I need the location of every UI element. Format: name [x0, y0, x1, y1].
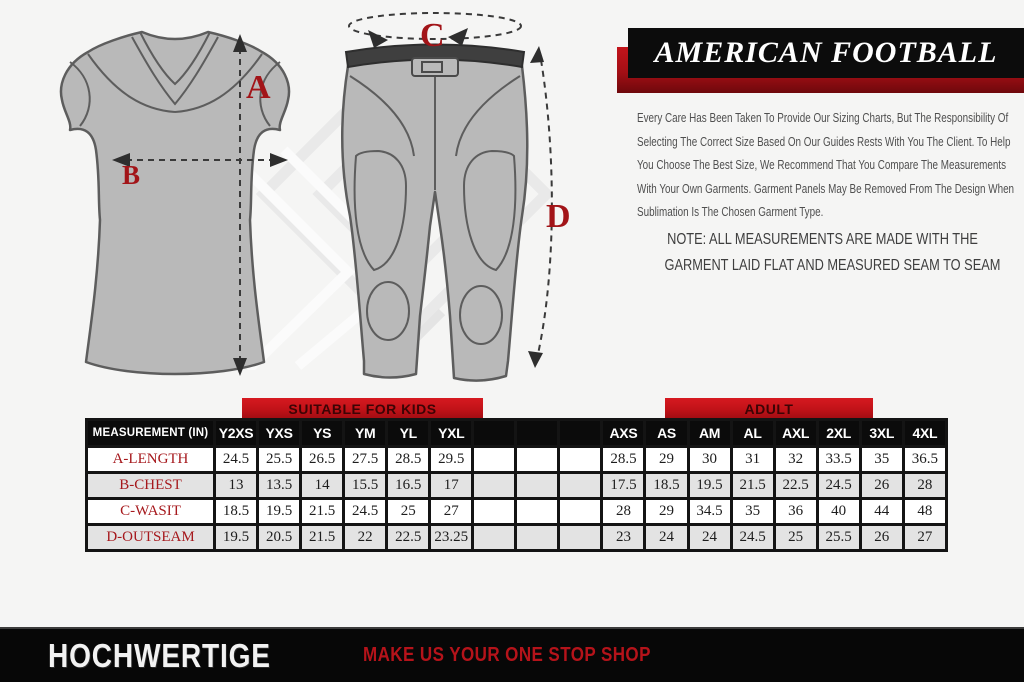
size-value-cell: 44: [860, 499, 903, 525]
size-value-cell: 32: [774, 447, 817, 473]
left-knee-pad: [367, 282, 409, 340]
size-column-header: AS: [645, 420, 688, 447]
empty-column-header: [559, 420, 602, 447]
size-column-header: 2XL: [817, 420, 860, 447]
size-value-cell: 18.5: [215, 499, 258, 525]
table-row: [87, 525, 947, 551]
size-value-cell: 29: [645, 447, 688, 473]
intro-line: Selecting The Correct Size Based On Our Guides Rests With You The Client. To Help: [637, 133, 1011, 149]
empty-cell: [473, 447, 516, 473]
size-column-header: AL: [731, 420, 774, 447]
right-knee-pad: [460, 286, 502, 344]
empty-column-header: [473, 420, 516, 447]
size-table-body: [87, 447, 947, 551]
outseam-arrow-bottom: [528, 351, 543, 368]
size-value-cell: 19.5: [215, 525, 258, 551]
chest-arrow-right: [270, 153, 288, 167]
note-line: GARMENT LAID FLAT AND MEASURED SEAM TO SEAM: [664, 257, 1001, 274]
empty-cell: [473, 525, 516, 551]
empty-cell: [559, 499, 602, 525]
size-value-cell: 24.5: [344, 499, 387, 525]
row-label: D-OUTSEAM: [87, 525, 215, 551]
intro-paragraph: [637, 106, 1017, 224]
size-value-cell: 28.5: [602, 447, 645, 473]
intro-line: You Choose The Best Size, We Recommend That You Compare The Measurements: [637, 157, 1007, 172]
size-value-cell: 23: [602, 525, 645, 551]
row-label: A-LENGTH: [87, 447, 215, 473]
size-value-cell: 22: [344, 525, 387, 551]
empty-column-header: [516, 420, 559, 447]
kids-banner: SUITABLE FOR KIDS: [242, 398, 483, 419]
size-value-cell: 28: [602, 499, 645, 525]
footer-tagline: MAKE US YOUR ONE STOP SHOP: [363, 644, 651, 666]
size-column-header: AM: [688, 420, 731, 447]
empty-cell: [516, 447, 559, 473]
intro-line: With Your Own Garments. Garment Panels May Be Removed From The Design When: [637, 180, 1015, 196]
size-value-cell: 27.5: [344, 447, 387, 473]
size-value-cell: 18.5: [645, 473, 688, 499]
measurement-note: [625, 227, 1020, 279]
size-value-cell: 34.5: [688, 499, 731, 525]
size-value-cell: 19.5: [688, 473, 731, 499]
size-value-cell: 28: [903, 473, 946, 499]
waist-arrow-right: [448, 28, 468, 46]
size-value-cell: 30: [688, 447, 731, 473]
adult-banner: ADULT: [665, 398, 873, 419]
size-table-section: [85, 398, 955, 545]
table-row: [87, 473, 947, 499]
size-value-cell: 24: [645, 525, 688, 551]
label-chest: B: [122, 160, 141, 190]
size-value-cell: 36.5: [903, 447, 946, 473]
label-length: A: [246, 69, 271, 106]
size-value-cell: 16.5: [387, 473, 430, 499]
empty-cell: [473, 473, 516, 499]
size-column-header: YL: [387, 420, 430, 447]
row-label: C-WASIT: [87, 499, 215, 525]
empty-cell: [559, 525, 602, 551]
size-value-cell: 33.5: [817, 447, 860, 473]
size-column-header: YXS: [258, 420, 301, 447]
empty-cell: [559, 473, 602, 499]
size-table: [85, 418, 948, 552]
brand-logo: HOCHWERTIGE: [48, 637, 271, 674]
corner-header: MEASUREMENT (IN): [87, 420, 215, 447]
size-value-cell: 27: [430, 499, 473, 525]
intro-line: Every Care Has Been Taken To Provide Our Sizing Charts, But The Responsibility Of: [637, 110, 1009, 125]
note-line: NOTE: ALL MEASUREMENTS ARE MADE WITH THE: [667, 231, 978, 248]
size-value-cell: 25.5: [817, 525, 860, 551]
size-value-cell: 22.5: [774, 473, 817, 499]
size-value-cell: 13.5: [258, 473, 301, 499]
size-column-header: 3XL: [860, 420, 903, 447]
size-value-cell: 21.5: [301, 525, 344, 551]
size-value-cell: 19.5: [258, 499, 301, 525]
empty-cell: [473, 499, 516, 525]
size-value-cell: 14: [301, 473, 344, 499]
size-value-cell: 36: [774, 499, 817, 525]
table-row: [87, 499, 947, 525]
size-column-header: AXL: [774, 420, 817, 447]
title-block: [615, 28, 1024, 96]
size-value-cell: 27: [903, 525, 946, 551]
size-value-cell: 25: [387, 499, 430, 525]
size-value-cell: 25.5: [258, 447, 301, 473]
size-value-cell: 17: [430, 473, 473, 499]
size-value-cell: 21.5: [731, 473, 774, 499]
size-value-cell: 13: [215, 473, 258, 499]
size-value-cell: 22.5: [387, 525, 430, 551]
size-column-header: AXS: [602, 420, 645, 447]
outseam-arrow-top: [530, 46, 544, 63]
size-value-cell: 31: [731, 447, 774, 473]
size-value-cell: 35: [731, 499, 774, 525]
size-value-cell: 24.5: [817, 473, 860, 499]
page-title: AMERICAN FOOTBALL: [654, 36, 998, 69]
jersey-diagram: [40, 20, 310, 388]
size-value-cell: 24: [688, 525, 731, 551]
size-value-cell: 25: [774, 525, 817, 551]
waist-arrow-left: [368, 30, 388, 48]
size-value-cell: 48: [903, 499, 946, 525]
size-value-cell: 40: [817, 499, 860, 525]
table-row: [87, 447, 947, 473]
size-value-cell: 28.5: [387, 447, 430, 473]
size-value-cell: 26: [860, 525, 903, 551]
size-value-cell: 35: [860, 447, 903, 473]
footer-bar: [0, 627, 1024, 682]
label-waist: C: [420, 17, 445, 54]
size-value-cell: 29: [645, 499, 688, 525]
size-value-cell: 21.5: [301, 499, 344, 525]
size-value-cell: 23.25: [430, 525, 473, 551]
size-value-cell: 15.5: [344, 473, 387, 499]
size-column-header: Y2XS: [215, 420, 258, 447]
pants-diagram: [330, 6, 610, 390]
size-value-cell: 20.5: [258, 525, 301, 551]
size-column-header: 4XL: [903, 420, 946, 447]
size-value-cell: 24.5: [731, 525, 774, 551]
belt-buckle: [412, 58, 458, 76]
size-value-cell: 26: [860, 473, 903, 499]
size-value-cell: 24.5: [215, 447, 258, 473]
size-value-cell: 17.5: [602, 473, 645, 499]
size-column-header: YS: [301, 420, 344, 447]
size-table-header-row: [87, 420, 947, 447]
label-outseam: D: [546, 198, 571, 235]
size-value-cell: 29.5: [430, 447, 473, 473]
empty-cell: [559, 447, 602, 473]
title-bar: [628, 28, 1024, 78]
size-column-header: YXL: [430, 420, 473, 447]
row-label: B-CHEST: [87, 473, 215, 499]
empty-cell: [516, 525, 559, 551]
empty-cell: [516, 499, 559, 525]
empty-cell: [516, 473, 559, 499]
size-table-head: [87, 420, 947, 447]
size-value-cell: 26.5: [301, 447, 344, 473]
size-column-header: YM: [344, 420, 387, 447]
intro-line: Sublimation Is The Chosen Garment Type.: [637, 204, 824, 219]
